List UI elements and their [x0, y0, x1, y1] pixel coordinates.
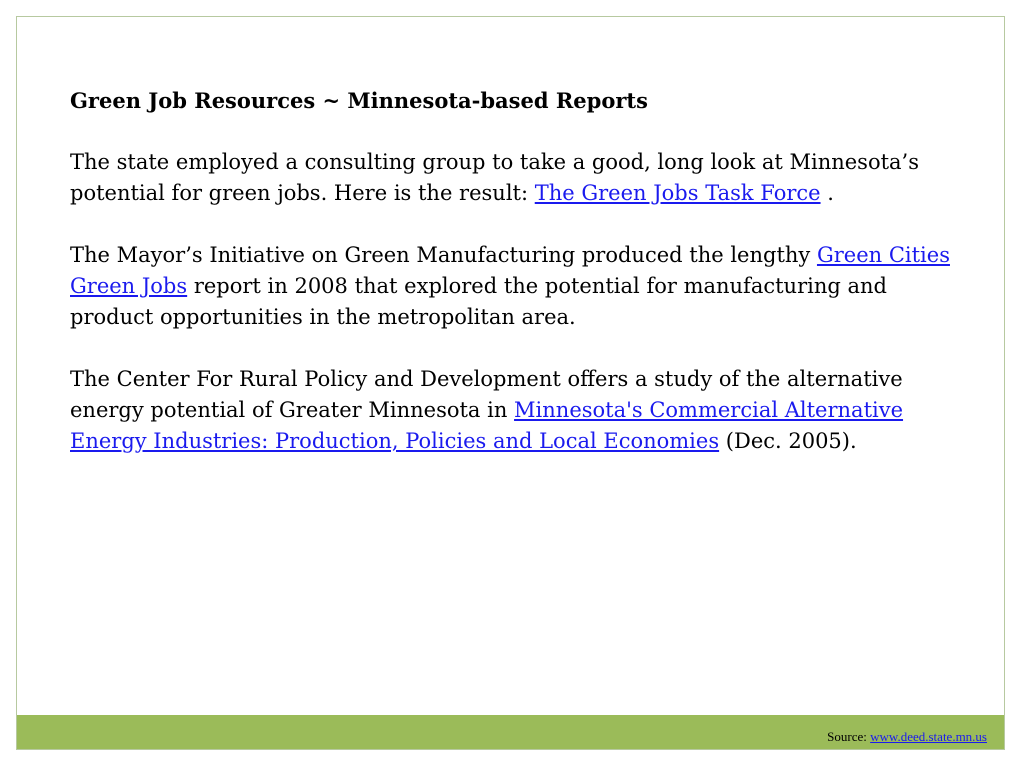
green-cities-green-jobs-link[interactable]: Green Cities Green Jobs — [70, 243, 950, 298]
source-link[interactable]: www.deed.state.mn.us — [870, 729, 987, 744]
paragraph-text: (Dec. 2005). — [719, 429, 857, 453]
alternative-energy-report-link[interactable]: Minnesota's Commercial Alternative Energy Industries: Production, Policies and Local Economies — [70, 398, 904, 453]
paragraph-green-cities — [70, 240, 970, 333]
slide-heading: Green Job Resources ~ Minnesota-based Reports — [70, 88, 648, 113]
slide — [16, 16, 1005, 750]
source-credit — [827, 729, 987, 745]
green-jobs-task-force-link[interactable]: The Green Jobs Task Force — [534, 181, 821, 205]
paragraph-text: The Center For Rural Policy and Development offers a study of the alternative energy potential of Greater Minnesota in — [70, 367, 903, 422]
paragraph-text: . — [820, 181, 834, 205]
paragraph-text: report in 2008 that explored the potential for manufacturing and product opportunities in the metropolitan area. — [70, 274, 887, 329]
paragraph-rural-policy — [70, 364, 970, 457]
paragraph-text: The state employed a consulting group to take a good, long look at Minnesota’s potential for green jobs. Here is the result: — [70, 150, 920, 205]
paragraph-green-jobs-task-force — [70, 147, 970, 209]
footer-bar — [17, 715, 1004, 749]
slide-content — [70, 85, 970, 488]
source-label: Source: — [827, 729, 871, 744]
paragraph-text: The Mayor’s Initiative on Green Manufacturing produced the lengthy — [70, 243, 817, 267]
